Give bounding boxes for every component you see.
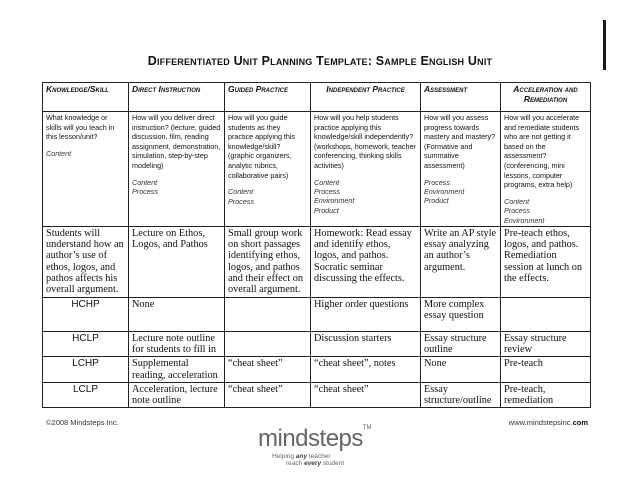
level-cell: Essay structure outline (421, 331, 501, 356)
tag: Process (132, 186, 158, 196)
prompt-text: How will you guide students as they practice applying this knowledge/skill? (graphic organizers, analytic rubrics, collaborative pairs) (228, 113, 296, 180)
prompt-tags (132, 178, 221, 197)
tag: Product (424, 196, 449, 206)
tag: Environment (424, 186, 465, 196)
tag: Content (46, 148, 72, 158)
level-cell (225, 331, 311, 356)
level-cell: None (421, 357, 501, 382)
level-cell: “cheat sheet”, notes (311, 357, 421, 382)
prompt-tags (504, 197, 587, 225)
logo-name: mindsteps (258, 425, 363, 452)
planning-table (42, 82, 591, 408)
level-cell: Essay structure/outline (421, 382, 501, 407)
prompt-cell (421, 112, 501, 227)
level-cell (225, 297, 311, 331)
website-link[interactable] (509, 418, 588, 427)
level-row-lclp (43, 382, 591, 407)
level-row-hclp (43, 331, 591, 356)
prompt-text: How will you deliver direct instruction? (lecture, guided discussion, film, reading assignment, demonstration, simulation, step-by-step modeling) (132, 113, 221, 170)
tagline-text: student (321, 460, 345, 467)
example-cell: Students will understand how an author’s use of ethos, logos, and pathos affects his overall argument. (43, 226, 129, 297)
mindsteps-logo (258, 425, 388, 465)
tag: Process (424, 177, 450, 187)
header-knowledge-skill: Knowledge/Skill (43, 83, 129, 112)
level-row-lchp (43, 357, 591, 382)
copyright-text: ©2008 Mindsteps Inc. (46, 418, 119, 427)
level-cell: Discussion starters (311, 331, 421, 356)
logo-tagline (272, 453, 344, 467)
tag: Content (228, 187, 254, 197)
header-guided-practice: Guided Practice (225, 83, 311, 112)
level-cell: Pre-teach, remediation (501, 382, 591, 407)
website-prefix: www.mindstepsinc. (508, 418, 573, 427)
prompt-tags (314, 178, 417, 216)
prompt-tags (424, 178, 497, 206)
level-label: HCHP (43, 297, 129, 331)
level-cell: Essay structure review (501, 331, 591, 356)
tag: Product (314, 205, 339, 215)
prompt-cell (225, 112, 311, 227)
tag: Content (504, 196, 530, 206)
level-cell: Supplemental reading, acceleration (129, 357, 225, 382)
tagline-text: teacher (307, 453, 331, 460)
prompt-tags (228, 187, 307, 206)
prompt-text: How will you accelerate and remediate students who are not getting it based on the assessment? (conferencing, mini lessons, computer programs, extra help) (504, 113, 580, 190)
example-cell: Write an AP style essay analyzing an author’s argument. (421, 226, 501, 297)
level-cell: More complex essay question (421, 297, 501, 331)
tag: Process (504, 206, 530, 216)
tagline-text: Helping (272, 453, 296, 460)
tagline-emph: every (304, 460, 322, 467)
prompt-text: What knowledge or skills will you teach in this lesson/unit? (46, 113, 115, 142)
prompt-cell (43, 112, 129, 227)
prompt-text: How will you help students practice applying this knowledge/skill independently? (workshops, homework, teacher conferencing, thinking skills activities) (314, 113, 416, 170)
vertical-rule (603, 20, 606, 70)
header-assessment: Assessment (421, 83, 501, 112)
header-row (43, 83, 591, 112)
website-suffix: com (572, 418, 588, 427)
prompt-text: How will you assess progress towards mastery and mastery? (Formative and summative assessment) (424, 113, 496, 170)
level-cell: Acceleration, lecture note outline (129, 382, 225, 407)
level-cell: Higher order questions (311, 297, 421, 331)
prompt-cell (501, 112, 591, 227)
tagline-emph: any (295, 453, 308, 460)
level-cell (501, 297, 591, 331)
tag: Process (314, 186, 340, 196)
example-row (43, 226, 591, 297)
logo-tm: TM (362, 425, 372, 431)
level-cell: Pre-teach (501, 357, 591, 382)
level-cell: “cheat sheet” (311, 382, 421, 407)
page-title: Differentiated Unit Planning Template: Sample English Unit (147, 54, 493, 68)
tag: Process (228, 196, 254, 206)
header-independent-practice: Independent Practice (311, 83, 421, 112)
header-direct-instruction: Direct Instruction (129, 83, 225, 112)
prompt-tags (46, 149, 125, 158)
level-row-hchp (43, 297, 591, 331)
tag: Environment (314, 196, 355, 206)
tag: Environment (504, 215, 545, 225)
prompt-cell (129, 112, 225, 227)
level-label: LCLP (43, 382, 129, 407)
level-label: HCLP (43, 331, 129, 356)
header-acceleration-remediation: Acceleration and Remediation (501, 83, 591, 112)
level-label: LCHP (43, 357, 129, 382)
tagline-text: reach (286, 460, 305, 467)
prompt-cell (311, 112, 421, 227)
prompt-row (43, 112, 591, 227)
example-cell: Lecture on Ethos, Logos, and Pathos (129, 226, 225, 297)
level-cell: “cheat sheet” (225, 382, 311, 407)
example-cell: Pre-teach ethos, logos, and pathos. Remediation session at lunch on the effects. (501, 226, 591, 297)
level-cell: “cheat sheet” (225, 357, 311, 382)
level-cell: Lecture note outline for students to fill in (129, 331, 225, 356)
example-cell: Small group work on short passages identifying ethos, logos, and pathos and their effect on overall argument. (225, 226, 311, 297)
example-cell: Homework: Read essay and identify ethos, logos, and pathos. Socratic seminar discussing the effects. (311, 226, 421, 297)
tag: Content (132, 177, 158, 187)
level-cell: None (129, 297, 225, 331)
tag: Content (314, 177, 340, 187)
